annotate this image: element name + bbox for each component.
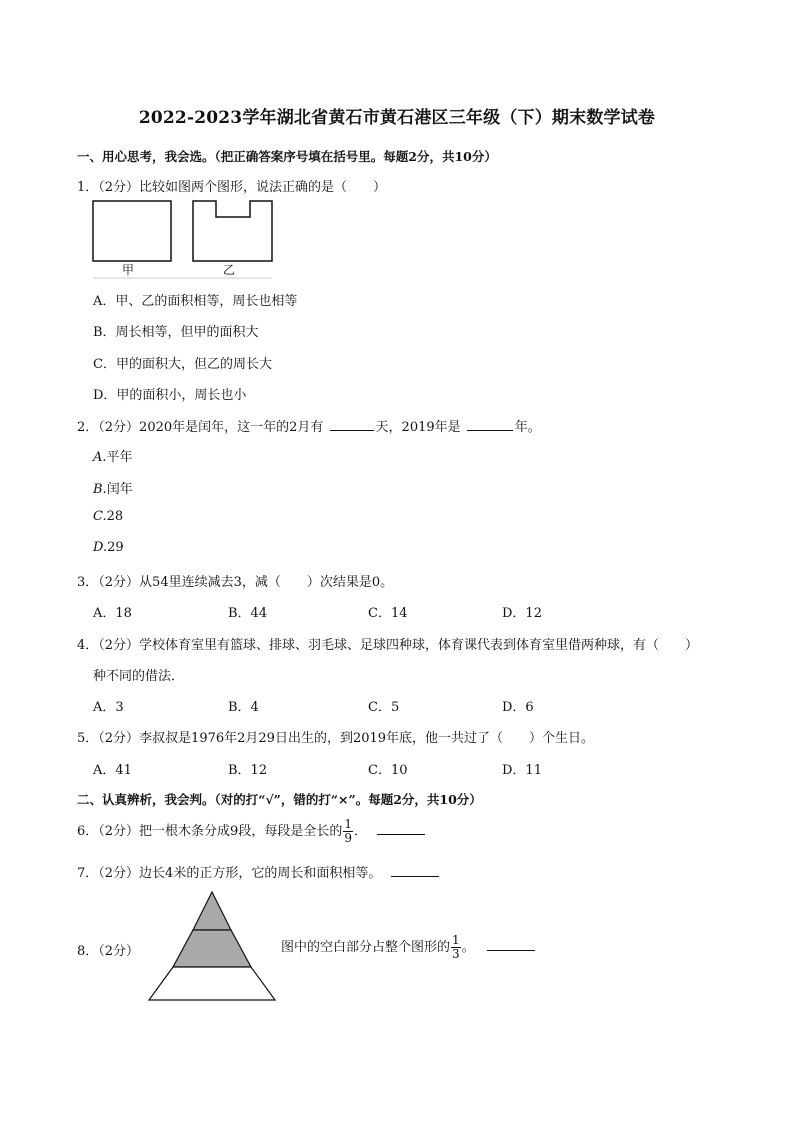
q2-stem-part-a: 2．（2分）2020年是闰年，这一年的2月有 <box>77 420 324 435</box>
q5-option-b: B．12 <box>228 763 268 778</box>
q2-stem-part-c: 年。 <box>514 420 541 435</box>
q8-fraction-numerator: 1 <box>452 933 460 947</box>
q2-option-b <box>93 478 133 497</box>
q4-stem-line1: 4．（2分）学校体育室里有篮球、排球、羽毛球、足球四种球，体育课代表到体育室里借两种球，有（ ） <box>77 638 699 653</box>
q6-stem-tail: ． <box>353 824 367 839</box>
q7-stem-text: 7．（2分）边长4米的正方形，它的周长和面积相等。 <box>77 866 382 881</box>
q2-stem <box>77 416 541 435</box>
q2-stem-part-b: 天，2019年是 <box>375 420 461 435</box>
q1-option-b: B．周长相等，但甲的面积大 <box>93 325 259 340</box>
q5-option-c: C．10 <box>368 763 408 778</box>
q3-option-a: A．18 <box>93 606 132 621</box>
figure-label-yi: 乙 <box>223 263 236 277</box>
q1-stem: 1．（2分）比较如图两个图形，说法正确的是（ ） <box>77 180 387 195</box>
q4-option-b: B．4 <box>228 700 259 715</box>
q1-option-a: A．甲、乙的面积相等，周长也相等 <box>93 294 298 309</box>
section-2-heading: 二、认真辨析，我会判。（对的打“√”，错的打“×”。每题2分，共10分） <box>77 792 482 807</box>
q2-option-a-text: 平年 <box>106 450 133 465</box>
q8-fraction-denominator: 3 <box>452 947 460 961</box>
figure-jia-rectangle <box>93 201 171 261</box>
q6-fraction-denominator: 9 <box>344 831 352 845</box>
q4-option-c: C．5 <box>368 700 400 715</box>
q8-figure <box>147 890 277 1006</box>
q8-triangle-middle-shaded <box>173 930 251 967</box>
q5-stem: 5．（2分）李叔叔是1976年2月29日出生的，到2019年底，他一共过了（ ）个生日。 <box>77 731 595 746</box>
figure-label-jia: 甲 <box>122 263 135 277</box>
q3-stem: 3．（2分）从54里连续减去3，减（ ）次结果是0。 <box>77 575 394 590</box>
q6-answer-blank <box>377 820 425 835</box>
q3-option-c: C．14 <box>368 606 408 621</box>
q6-stem <box>77 818 427 845</box>
q2-option-c <box>93 509 123 524</box>
q3-option-d: D．12 <box>502 606 542 621</box>
q8-answer-blank <box>487 936 535 951</box>
q8-triangle-bottom-blank <box>149 967 275 1000</box>
q4-stem-line2: 种不同的借法． <box>93 669 185 684</box>
q7-stem <box>77 862 441 881</box>
q2-option-c-letter: C. <box>93 509 107 524</box>
figure-yi-notched-shape <box>193 201 272 261</box>
q2-option-d-letter: D. <box>93 540 108 555</box>
q4-option-a: A．3 <box>93 700 124 715</box>
q2-blank-1 <box>330 416 374 431</box>
q2-option-d-text: 29 <box>107 540 124 555</box>
q3-option-b: B．44 <box>228 606 268 621</box>
q8-stem <box>281 934 537 961</box>
q2-option-a <box>93 446 133 465</box>
q4-option-d: D．6 <box>502 700 534 715</box>
q2-option-a-letter: A. <box>93 450 107 465</box>
q6-fraction-numerator: 1 <box>344 817 352 831</box>
q5-option-a: A．41 <box>93 763 132 778</box>
q6-stem-text: 6．（2分）把一根木条分成9段，每段是全长的 <box>77 824 343 839</box>
q1-option-d: D．甲的面积小，周长也小 <box>93 388 247 403</box>
q1-option-c: C．甲的面积大，但乙的周长大 <box>93 357 272 372</box>
q1-figure-svg <box>92 198 274 280</box>
q2-option-c-text: 28 <box>106 509 124 524</box>
q5-option-d: D．11 <box>502 763 542 778</box>
q8-label: 8．（2分） <box>77 944 140 959</box>
q8-stem-tail: 。 <box>461 940 475 955</box>
exam-title: 2022-2023学年湖北省黄石市黄石港区三年级（下）期末数学试卷 <box>138 108 656 128</box>
q6-fraction <box>343 818 353 845</box>
q2-option-d <box>93 540 124 555</box>
q7-answer-blank <box>391 862 439 877</box>
q2-blank-2 <box>467 416 513 431</box>
q8-stem-text: 图中的空白部分占整个图形的 <box>281 940 451 955</box>
q2-option-b-text: 闰年 <box>106 482 133 497</box>
q8-triangle-top-shaded <box>193 892 231 930</box>
q1-figure <box>92 198 274 284</box>
q2-option-b-letter: B. <box>93 482 107 497</box>
q8-triangle-svg <box>147 890 277 1002</box>
q8-fraction <box>451 934 461 961</box>
section-1-heading: 一、用心思考，我会选。（把正确答案序号填在括号里。每题2分，共10分） <box>77 149 497 164</box>
